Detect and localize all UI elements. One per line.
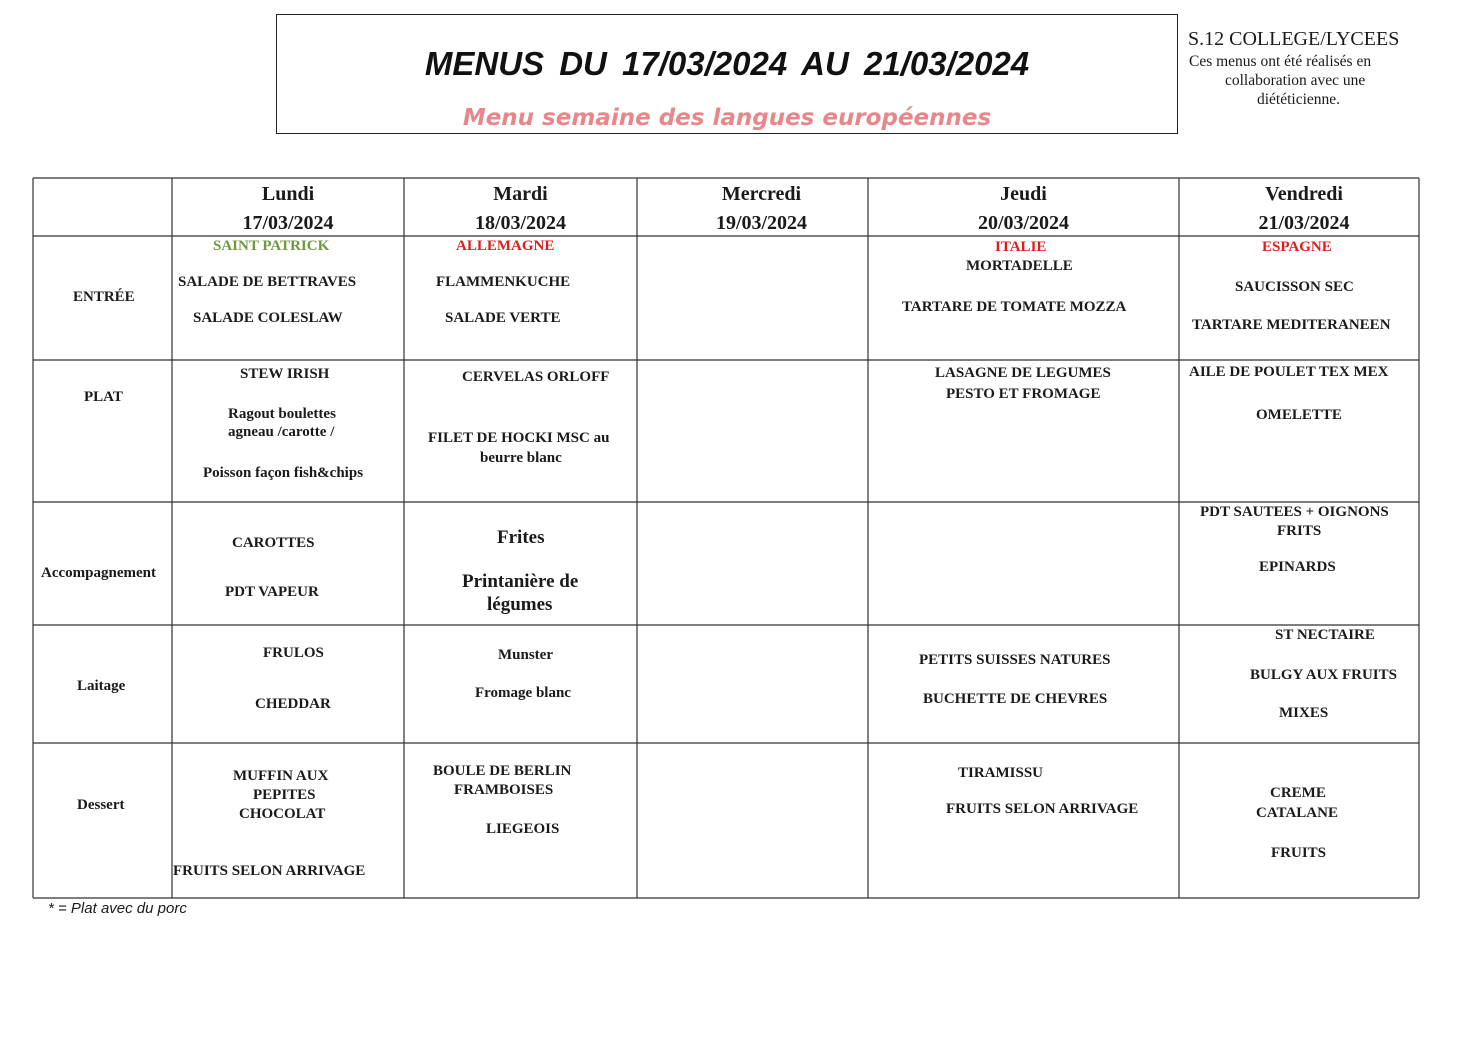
menu-item: MUFFIN AUX: [233, 768, 329, 784]
day-date: 19/03/2024: [715, 212, 808, 234]
menu-item: BULGY AUX FRUITS: [1250, 667, 1397, 683]
menu-item: EPINARDS: [1259, 559, 1336, 575]
menu-item: PETITS SUISSES NATURES: [919, 652, 1111, 668]
menu-item: CHEDDAR: [255, 696, 331, 712]
menu-item: agneau /carotte /: [228, 424, 335, 440]
menu-item: PEPITES: [253, 787, 316, 803]
menu-item: LASAGNE DE LEGUMES: [935, 365, 1111, 381]
menu-item: MORTADELLE: [966, 258, 1073, 274]
menu-item: FLAMMENKUCHE: [436, 274, 571, 290]
menu-item: SALADE VERTE: [445, 310, 561, 326]
menu-item: FILET DE HOCKI MSC au: [428, 430, 610, 446]
menu-item: PDT SAUTEES + OIGNONS: [1200, 504, 1389, 520]
menu-item: AILE DE POULET TEX MEX: [1189, 364, 1389, 380]
menu-item: beurre blanc: [480, 450, 562, 466]
menu-item: CERVELAS ORLOFF: [462, 369, 610, 385]
menu-item: Frites: [497, 527, 545, 548]
menu-item: TARTARE DE TOMATE MOZZA: [902, 299, 1127, 315]
day-header-mardi: [404, 183, 637, 235]
menu-item: FRITS: [1277, 523, 1322, 539]
menu-item: Ragout boulettes: [228, 406, 336, 422]
row-label-plat: PLAT: [84, 389, 123, 405]
day-date: 17/03/2024: [242, 212, 334, 234]
title-box: [276, 14, 1178, 134]
menu-item: Poisson façon fish&chips: [203, 465, 364, 481]
menu-item: PESTO ET FROMAGE: [946, 386, 1101, 402]
theme-lundi: SAINT PATRICK: [213, 238, 330, 254]
menu-item: LIEGEOIS: [486, 821, 560, 837]
menu-item: SALADE DE BETTRAVES: [178, 274, 357, 290]
pork-footnote: * = Plat avec du porc: [48, 900, 187, 917]
page-subtitle: Menu semaine des langues européennes: [462, 105, 992, 131]
theme-vendredi: ESPAGNE: [1262, 239, 1332, 255]
menu-item: CHOCOLAT: [239, 806, 326, 822]
dietitian-note: [1188, 52, 1428, 109]
menu-item: ST NECTAIRE: [1275, 627, 1375, 643]
row-label-laitage: Laitage: [77, 678, 126, 694]
menu-item: STEW IRISH: [240, 366, 330, 382]
menu-item: CREME: [1270, 785, 1326, 801]
theme-mardi: ALLEMAGNE: [456, 238, 555, 254]
menu-item: CATALANE: [1256, 805, 1338, 821]
menu-item: FRUITS SELON ARRIVAGE: [173, 863, 366, 879]
menu-item: SAUCISSON SEC: [1235, 279, 1354, 295]
menu-item: PDT VAPEUR: [225, 584, 319, 600]
row-label-entree: ENTRÉE: [73, 289, 135, 305]
day-name: Vendredi: [1265, 183, 1343, 205]
day-name: Mardi: [493, 183, 548, 205]
menu-item: FRUITS SELON ARRIVAGE: [946, 801, 1139, 817]
menu-item: Fromage blanc: [475, 685, 571, 701]
note-line: diététicienne.: [1257, 91, 1341, 108]
menu-item: BOULE DE BERLIN: [433, 763, 572, 779]
theme-jeudi: ITALIE: [995, 239, 1047, 255]
day-date: 18/03/2024: [474, 212, 567, 234]
menu-item: FRULOS: [263, 645, 324, 661]
note-line: collaboration avec une: [1225, 72, 1366, 89]
day-name: Jeudi: [1000, 183, 1047, 205]
menu-item: FRAMBOISES: [454, 782, 554, 798]
day-header-lundi: [172, 183, 404, 235]
day-header-jeudi: [868, 183, 1179, 235]
side-info: [1188, 28, 1428, 109]
menu-item: MIXES: [1279, 705, 1329, 721]
page-title: MENUS DU 17/03/2024 AU 21/03/2024: [424, 45, 1030, 82]
day-name: Lundi: [261, 183, 315, 205]
menu-item: OMELETTE: [1256, 407, 1342, 423]
row-label-accompagnement: Accompagnement: [41, 565, 156, 581]
menu-item: Printanière de: [462, 571, 579, 592]
note-line: Ces menus ont été réalisés en: [1189, 53, 1372, 70]
menu-item: légumes: [487, 594, 553, 615]
day-header-vendredi: [1179, 183, 1429, 235]
menu-item: CAROTTES: [232, 535, 315, 551]
menu-item: Munster: [498, 647, 553, 663]
day-date: 21/03/2024: [1258, 212, 1350, 234]
menu-item: TIRAMISSU: [958, 765, 1044, 781]
menu-item: TARTARE MEDITERANEEN: [1192, 317, 1391, 333]
menu-item: FRUITS: [1271, 845, 1327, 861]
school-code: S.12 COLLEGE/LYCEES: [1188, 28, 1400, 50]
menu-item: SALADE COLESLAW: [193, 310, 343, 326]
day-date: 20/03/2024: [977, 212, 1070, 234]
menu-item: BUCHETTE DE CHEVRES: [923, 691, 1108, 707]
row-label-dessert: Dessert: [77, 797, 125, 813]
day-name: Mercredi: [721, 183, 802, 205]
day-header-mercredi: [637, 183, 886, 235]
